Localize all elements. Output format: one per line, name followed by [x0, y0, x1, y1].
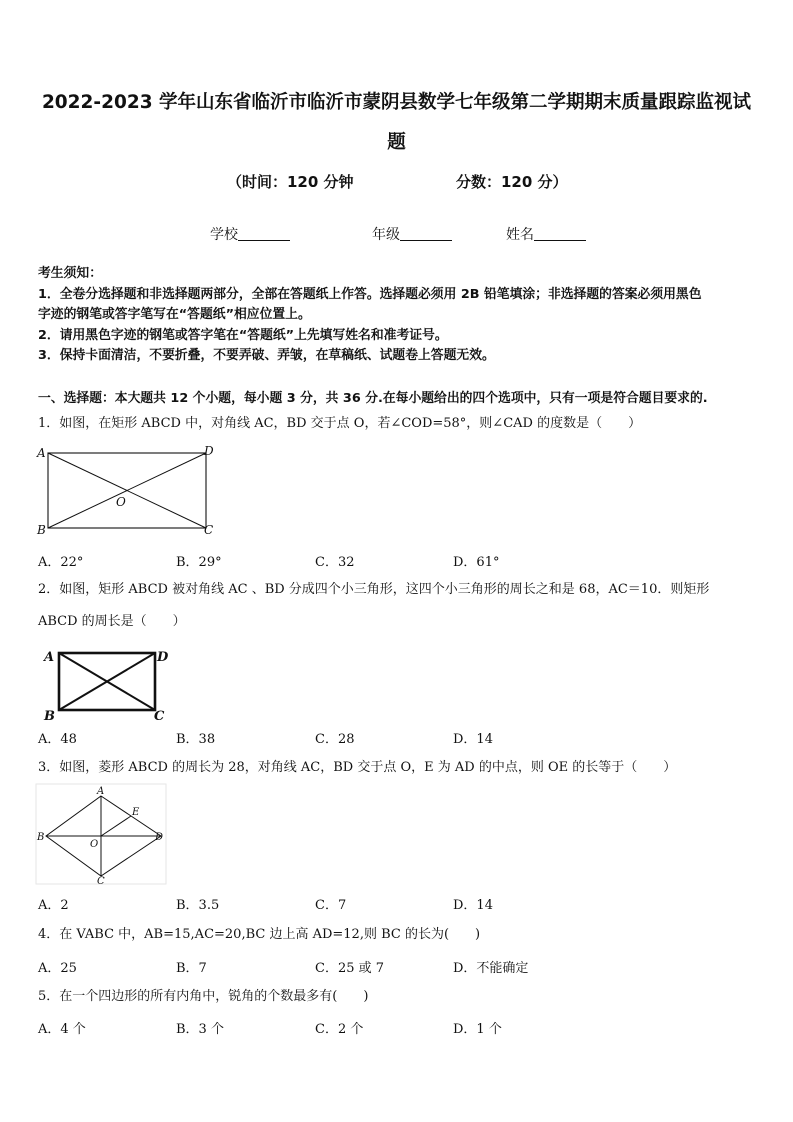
school-label: 学校: [210, 227, 238, 243]
name-field: [506, 224, 586, 244]
q2-option-d[interactable]: D．14: [453, 732, 493, 747]
school-field: [210, 224, 290, 244]
notice-item: 3．保持卡面清洁，不要折叠，不要弄破、弄皱，在草稿纸、试题卷上答题无效。: [38, 348, 495, 363]
question-1-stem: 1．如图，在矩形 ABCD 中，对角线 AC，BD 交于点 O，若∠COD=58°，则∠CAD 的度数是（ ）: [38, 416, 642, 431]
school-blank: [238, 226, 290, 241]
q5-option-d[interactable]: D．1 个: [453, 1022, 502, 1037]
q3-option-a[interactable]: A．2: [38, 898, 69, 913]
vertex-c-label: C: [204, 523, 214, 537]
q3-rhombus-figure: [36, 784, 168, 886]
vertex-a-label: A: [37, 446, 46, 460]
q3-option-b[interactable]: B．3.5: [176, 898, 220, 913]
vertex-c-label: C: [97, 876, 105, 887]
name-blank: [534, 226, 586, 241]
question-5-stem: 5．在一个四边形的所有内角中，锐角的个数最多有( ): [38, 989, 369, 1004]
q4-option-c[interactable]: C．25 或 7: [315, 961, 385, 976]
vertex-d-label: D: [157, 650, 169, 665]
grade-blank: [400, 226, 452, 241]
q4-option-b[interactable]: B．7: [176, 961, 207, 976]
vertex-a-label: A: [97, 786, 105, 797]
q1-option-c[interactable]: C．32: [315, 555, 355, 570]
grade-field: [372, 224, 452, 244]
question-2-stem-line2: ABCD 的周长是（ ）: [38, 614, 186, 629]
notice-heading: 考生须知：: [38, 266, 102, 281]
q3-option-c[interactable]: C．7: [315, 898, 347, 913]
midpoint-e-label: E: [132, 807, 140, 818]
center-o-label: O: [116, 495, 126, 509]
total-score: 分数：120 分）: [456, 173, 568, 191]
q4-option-a[interactable]: A．25: [38, 961, 77, 976]
q1-option-b[interactable]: B．29°: [176, 555, 222, 570]
name-label: 姓名: [506, 227, 534, 243]
time-limit: （时间：120 分钟: [227, 173, 354, 191]
vertex-d-label: D: [204, 444, 214, 458]
q3-option-d[interactable]: D．14: [453, 898, 493, 913]
q2-option-a[interactable]: A．48: [38, 732, 77, 747]
q1-rectangle-figure: [36, 444, 220, 538]
segment-oe: [101, 816, 131, 836]
vertex-d-label: D: [155, 832, 164, 843]
question-4-stem: 4．在 VABC 中，AB=15,AC=20,BC 边上高 AD=12,则 BC 的长为( ): [38, 927, 481, 942]
question-2-stem-line1: 2．如图，矩形 ABCD 被对角线 AC 、BD 分成四个小三角形，这四个小三角形的周长之和是 68，AC＝10．则矩形: [38, 582, 710, 597]
center-o-label: O: [90, 839, 99, 850]
q1-option-a[interactable]: A．22°: [38, 555, 84, 570]
q2-rectangle-figure: [38, 645, 176, 723]
grade-label: 年级: [372, 227, 400, 243]
q5-option-c[interactable]: C．2 个: [315, 1022, 364, 1037]
q2-option-b[interactable]: B．38: [176, 732, 216, 747]
vertex-a-label: A: [44, 650, 55, 665]
exam-title-line2: 题: [387, 132, 406, 153]
q2-option-c[interactable]: C．28: [315, 732, 355, 747]
vertex-b-label: B: [37, 523, 46, 537]
q1-option-d[interactable]: D．61°: [453, 555, 500, 570]
vertex-c-label: C: [154, 709, 165, 724]
vertex-b-label: B: [37, 832, 45, 843]
question-3-stem: 3．如图，菱形 ABCD 的周长为 28，对角线 AC，BD 交于点 O，E 为 AD 的中点，则 OE 的长等于（ ）: [38, 760, 677, 775]
q4-option-d[interactable]: D．不能确定: [453, 961, 529, 976]
q5-option-a[interactable]: A．4 个: [38, 1022, 86, 1037]
notice-item: 字迹的钢笔或答字笔写在“答题纸”相应位置上。: [38, 307, 311, 322]
vertex-b-label: B: [44, 709, 55, 724]
exam-title-line1: 2022-2023 学年山东省临沂市临沂市蒙阴县数学七年级第二学期期末质量跟踪监视试: [41, 92, 752, 113]
notice-item: 1．全卷分选择题和非选择题两部分，全部在答题纸上作答。选择题必须用 2B 铅笔填涂；非选择题的答案必须用黑色: [38, 287, 702, 302]
q5-option-b[interactable]: B．3 个: [176, 1022, 224, 1037]
notice-item: 2．请用黑色字迹的钢笔或答字笔在“答题纸”上先填写姓名和准考证号。: [38, 328, 448, 343]
section-heading: 一、选择题：本大题共 12 个小题，每小题 3 分，共 36 分.在每小题给出的四个选项中，只有一项是符合题目要求的.: [38, 391, 708, 406]
